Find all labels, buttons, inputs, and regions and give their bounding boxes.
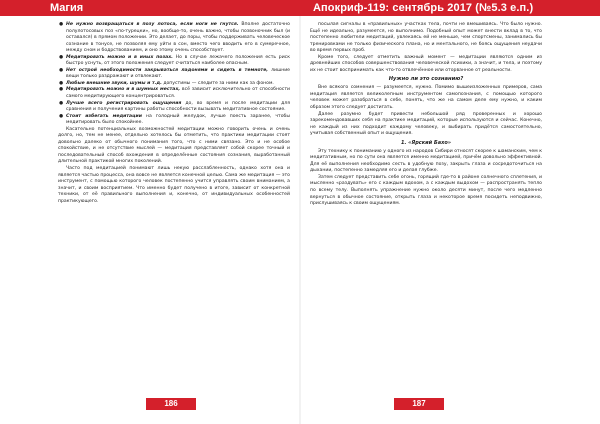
section-heading: Нужно ли это сознанию?: [388, 76, 464, 83]
tips-list: [58, 22, 290, 127]
list-item: ● Нет острой необходимости закрываться ладонями и сидеть в темноте, лишние вещи только раздражают и отвлекают.: [66, 68, 290, 81]
right-page-column: [310, 22, 542, 208]
body-paragraph: Кроме того, следует отметить важный момент — медитации являются одним из древнейших способов совершенствования человеческой психики, а значит, и тела, и поэтому их не стоит воспринимать как что-то отвлечённое или оторванное от реальности.: [310, 54, 542, 73]
left-page-column: [58, 22, 290, 205]
list-item: ● Не нужно возвращаться в позу лотоса, если ноги не гнутся. Вполне достаточно полулотосовых поз «по-турецки», но, вообще-то, очень важно, чтобы позвоночник был (и оставался) в прямом положении. Это делает, до поры, чтобы поддерживать человеческое сознание в тонусе, не позволяя ему уйти в сон, вместо чего вводить его в сумеречное, между сном и бодрствованием, и оно этому очень способствует.: [66, 22, 290, 55]
section-title: Магия: [50, 2, 84, 14]
body-paragraph: Часто под медитацией понимают лишь некую расслабленность, однако хотя она и является частью процесса, она вовсе не является конечной целью. Сама же медитация — это инструмент, с помощью которого человек постепенно учится управлять своим вниманием, а значит, и своим восприятием. Что именно будет получено в итоге, зависит от конкретной техники, от её правильного выполнения и, конечно, от индивидуальных особенностей практикующего.: [58, 166, 290, 204]
body-paragraph: Вне всякого сомнения — разумеется, нужно. Помимо вышеизложенных примеров, сама медитация является великолепным инструментом самопознания, с помощью которого человек может разобраться в себе, понять, что же на самом деле ему нужно, и каким образом этого следует достигать.: [310, 85, 542, 111]
body-paragraph: Затем следует представить себе огонь, горящий где-то в районе солнечного сплетения, и мысленно «раздувать» его с каждым вдохом, а с каждым выдохом — распространять тепло по всему телу. Выполнять упражнение нужно около десяти минут, после чего медленно вернуться в обычное состояние, открыть глаза и некоторое время посидеть неподвижно, прислушиваясь к своим ощущениям.: [310, 174, 542, 207]
subsection-heading: 1. «Ярский Бахо»: [401, 139, 451, 146]
list-item: ● Стоит избегать медитации на голодный желудок, лучше поесть заранее, чтобы медитировать было спокойнее.: [66, 114, 290, 127]
body-paragraph: Далее разумно будет привести небольшой ряд проверенных и хорошо зарекомендовавших себя на практике медитаций, которые используются и сейчас. Конечно, не каждый из них подходит каждому человеку, и выбирать придётся самостоятельно, учитывая собственный опыт и ощущения.: [310, 111, 542, 137]
page-gutter: [299, 16, 301, 424]
list-item: ● Любые внешние звуки, шумы и т.д. допустимы — следите за ними как за фоном.: [66, 81, 290, 88]
page-number-right: 187: [394, 398, 444, 410]
body-paragraph: Касательно потенциальных возможностей медитации можно говорить очень и очень долго, но, тем не менее, отдельно хотелось бы отметить, что практики медитации стоят довольно далеко от обычного понимания того, что с ними связано. Это и не особое спокойствие, и не отсутствие мыслей — медитация представляет собой скорее точный и последовательный способ вхождения в определённые состояния сознания, выработанный длительной практикой многих поколений.: [58, 126, 290, 165]
list-item: ● Лучше всего регистрировать ощущения до, во время и после медитации для сравнения и получения картины работы способности вызывать медитативное состояние.: [66, 101, 290, 114]
issue-title: Апокриф-119: сентябрь 2017 (№5.3 е.п.): [313, 2, 534, 14]
list-item: ● Медитировать можно и в иных позах. Но в случае лежачего положения есть риск быстро уснуть, от этого положения следует считаться наиболее опасным.: [66, 55, 290, 68]
body-paragraph: посылая сигналы в «правильных» участках тела, почти не вмешиваясь. Что было нужно. Ещё не идеально, разумеется, но выполнимо. Подобный опыт может внести вклад в то, что постепенно любители медитаций, увлекаясь ей не меньше, чем спортсмены, занимались бы тренировками не только физического плана, но и ментального, не боясь ощущения неудачи во время первых проб.: [310, 22, 542, 54]
list-item: ● Медитировать можно и в шумных местах, всё зависит исключительно от способности самого медитирующего концентрироваться.: [66, 87, 290, 100]
body-paragraph: Эту технику к пониманию у одного из народов Сибири относят скорее к шаманским, чем к медитативным, но по сути она является именно медитацией, причём довольно эффективной. Для её выполнения необходимо сесть в удобную позу, закрыть глаза и сосредоточиться на дыхании, постепенно замедляя его и делая глубже.: [310, 148, 542, 174]
page-number-left: 186: [146, 398, 196, 410]
page-header: [0, 0, 600, 16]
